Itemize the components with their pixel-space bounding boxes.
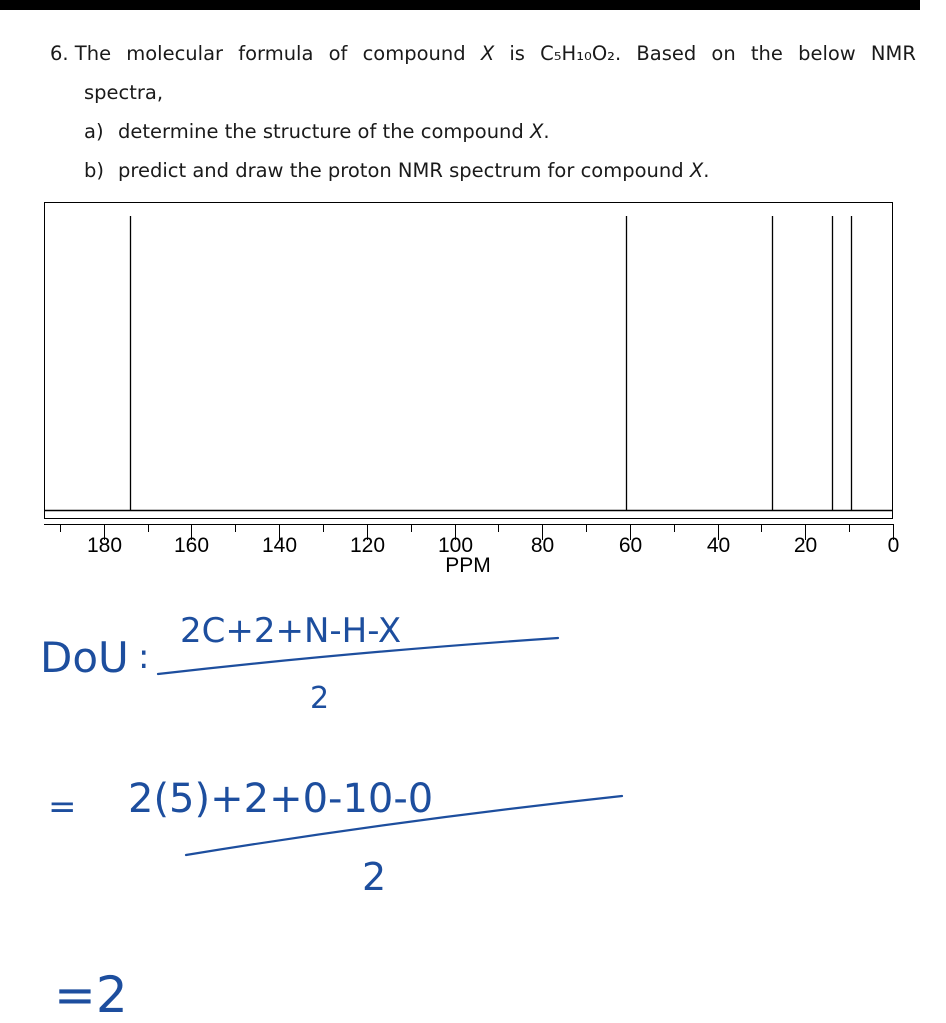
tick-label-60: 60 <box>618 534 643 557</box>
ticks-group <box>61 524 900 557</box>
question-line-1-word: X <box>480 42 495 65</box>
part-b-text: predict and draw the proton NMR spectrum for compound <box>118 159 690 182</box>
question-line-1-word: NMR <box>870 42 916 65</box>
question-line-1-word: Based <box>636 42 697 65</box>
part-b-var: X <box>689 159 704 182</box>
tick-label-160: 160 <box>173 534 210 557</box>
x-axis-label: PPM <box>445 554 491 577</box>
question-line-1 <box>50 34 916 73</box>
question-line-1-word: formula <box>238 42 314 65</box>
question-block <box>50 34 916 190</box>
question-line-1-word: compound <box>362 42 466 65</box>
question-line-1-first-word: 6. The <box>50 42 112 65</box>
hand-result: =2 <box>54 966 128 1023</box>
tick-label-40: 40 <box>706 534 731 557</box>
handwritten-solution <box>0 590 946 1023</box>
tick-label-140: 140 <box>261 534 298 557</box>
part-a-var: X <box>530 120 544 143</box>
hand-numerator-2: 2(5)+2+0-10-0 <box>128 776 434 822</box>
tick-label-180: 180 <box>86 534 123 557</box>
question-line-2-text: spectra, <box>84 81 164 104</box>
question-line-1-word: is <box>509 42 525 65</box>
tick-label-0: 0 <box>887 534 900 557</box>
tick-label-20: 20 <box>793 534 818 557</box>
question-line-1-word: the <box>750 42 783 65</box>
question-line-1-word: on <box>711 42 736 65</box>
hand-denominator-1: 2 <box>310 681 330 716</box>
question-line-1-word: below <box>798 42 856 65</box>
hand-dou: DoU <box>40 633 129 682</box>
hand-op-2: = <box>48 787 77 827</box>
peaks-group <box>131 216 852 510</box>
question-line-1-word: of <box>328 42 348 65</box>
question-line-1-word: C₅H₁₀O₂. <box>540 42 622 65</box>
question-line-2 <box>50 73 916 112</box>
part-b-label: b) <box>84 159 104 182</box>
top-rule <box>0 0 920 10</box>
part-a-end: . <box>543 120 550 143</box>
part-b <box>50 151 916 190</box>
plot-frame <box>45 203 893 519</box>
part-a-text: determine the structure of the compound <box>118 120 530 143</box>
hand-denominator-2: 2 <box>362 855 387 899</box>
part-a-label: a) <box>84 120 104 143</box>
tick-label-100: 100 <box>437 534 474 557</box>
nmr-spectrum-chart <box>0 195 946 585</box>
part-a <box>50 112 916 151</box>
tick-label-120: 120 <box>349 534 386 557</box>
tick-label-80: 80 <box>530 534 555 557</box>
part-b-end: . <box>703 159 710 182</box>
hand-numerator-1: 2C+2+N-H-X <box>180 611 402 651</box>
hand-op-1: : <box>138 637 150 677</box>
question-line-1-word: molecular <box>126 42 224 65</box>
